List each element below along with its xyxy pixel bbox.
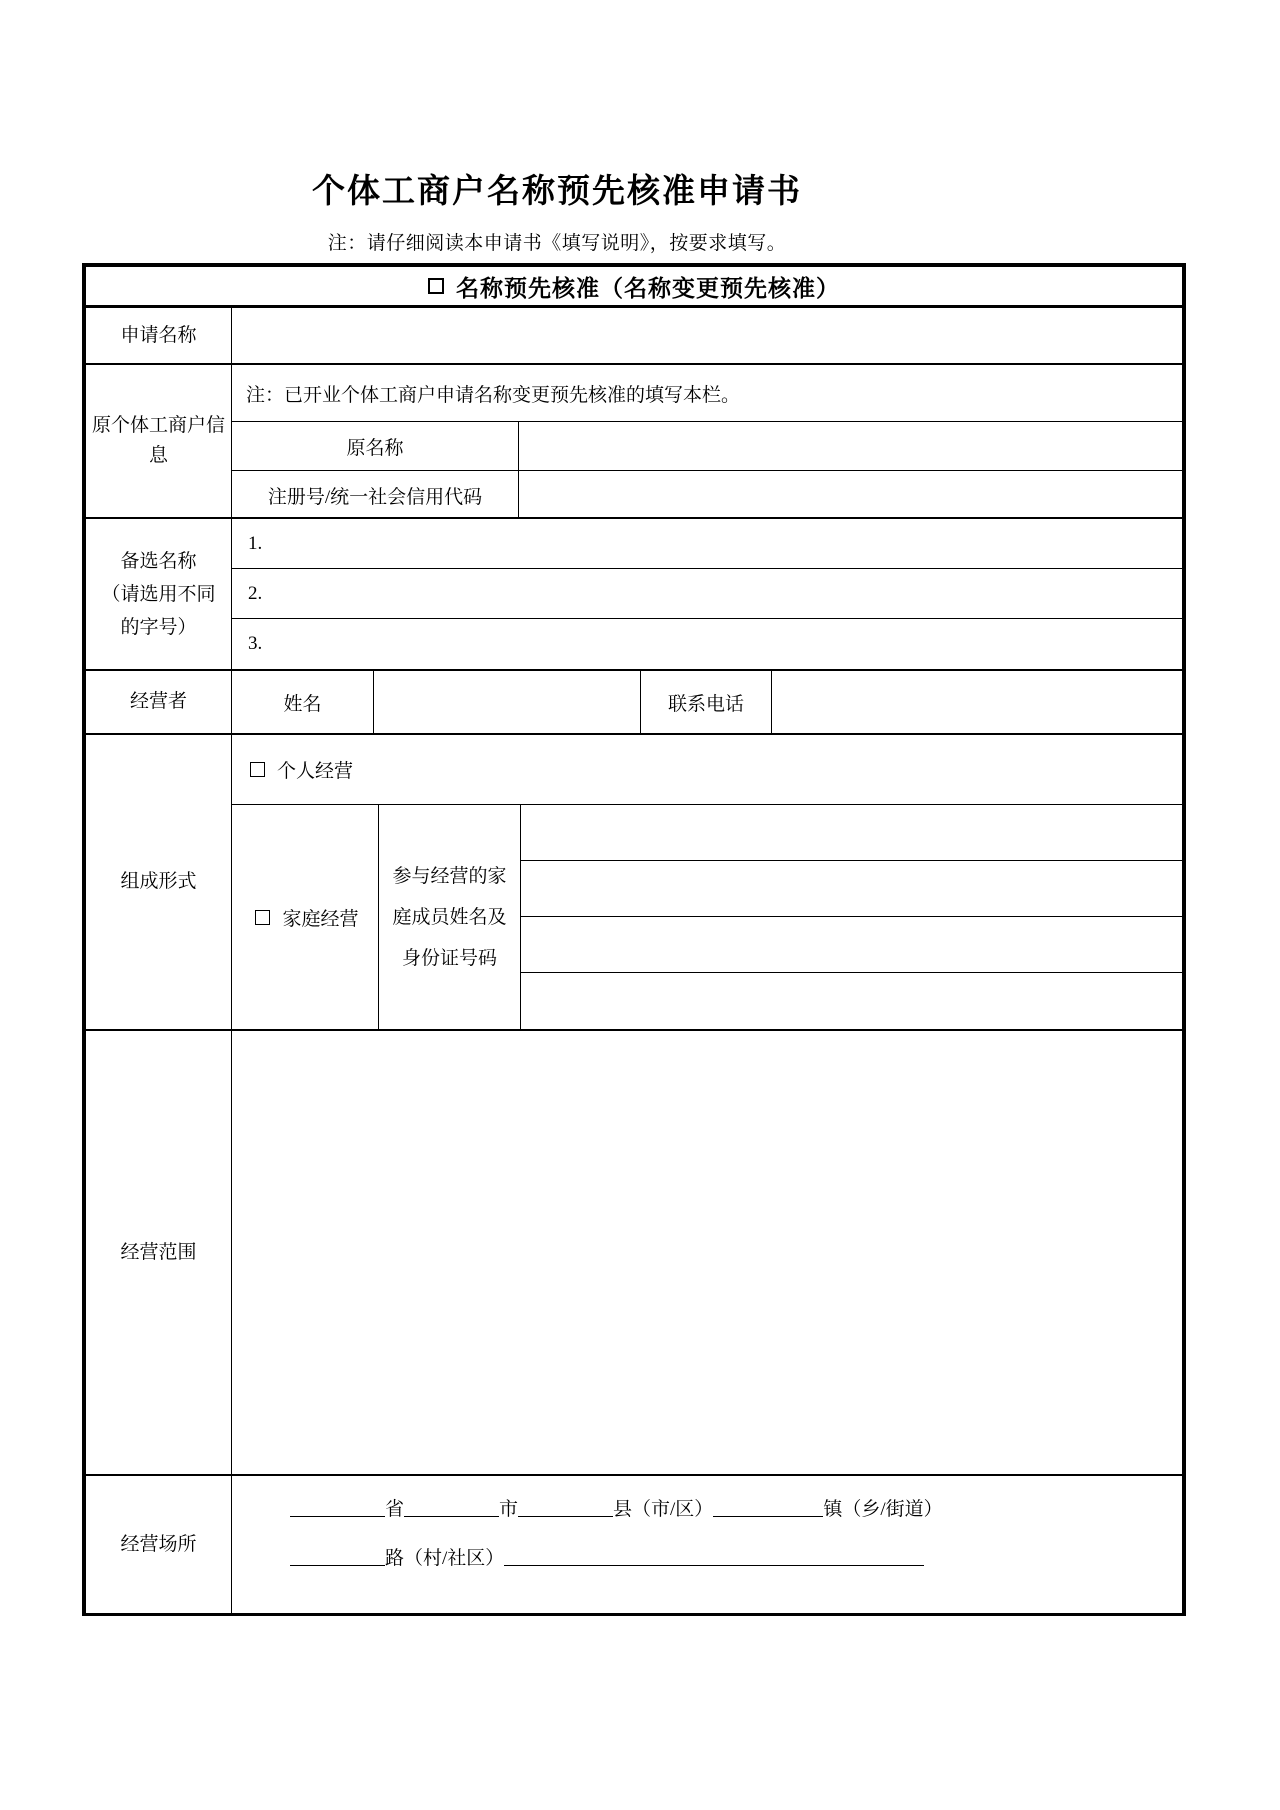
apply-name-label: 申请名称 [86, 308, 232, 363]
checkbox-icon[interactable] [428, 278, 444, 294]
page-note: 注：请仔细阅读本申请书《填写说明》，按要求填写。 [327, 233, 787, 254]
business-scope-row [86, 1031, 1182, 1476]
premises-field [232, 1476, 1182, 1613]
business-scope-field[interactable] [232, 1031, 1182, 1474]
individual-operation-label: 个人经营 [277, 761, 354, 782]
original-info-row [86, 365, 1182, 519]
composition-body [232, 735, 1182, 1029]
composition-row [86, 735, 1182, 1031]
family-members-fields [521, 805, 1182, 1029]
apply-name-row [86, 308, 1182, 365]
original-info-body [232, 365, 1182, 517]
premises-label: 经营场所 [86, 1476, 232, 1613]
candidate-name-3-number: 3. [248, 633, 263, 654]
family-member-field[interactable] [521, 917, 1182, 973]
fill-blank[interactable] [290, 1545, 385, 1566]
candidate-names-row [86, 519, 1182, 671]
operator-phone-label: 联系电话 [641, 671, 772, 733]
operator-name-field[interactable] [374, 671, 641, 733]
family-member-field[interactable] [521, 861, 1182, 917]
form-header-row [86, 267, 1182, 308]
family-member-field[interactable] [521, 973, 1182, 1029]
fill-blank[interactable] [504, 1545, 924, 1566]
original-info-note: 注：已开业个体工商户申请名称变更预先核准的填写本栏。 [232, 365, 1182, 422]
premises-address-line1 [290, 1494, 1172, 1521]
candidate-label-line3: 的字号） [120, 616, 197, 638]
candidate-names-body [232, 519, 1182, 669]
fill-blank[interactable] [404, 1496, 499, 1517]
candidate-name-1-field[interactable] [232, 519, 1182, 569]
candidate-name-3-field[interactable] [232, 619, 1182, 669]
family-operation-section [232, 805, 1182, 1029]
registration-number-field[interactable] [519, 471, 1182, 519]
page-title: 个体工商户名称预先核准申请书 [312, 174, 802, 210]
document-header [82, 165, 1032, 255]
candidate-label-line2: （请选用不同 [101, 583, 216, 605]
fill-blank[interactable] [290, 1496, 385, 1517]
operator-phone-field[interactable] [772, 671, 1182, 733]
family-operation-label: 家庭经营 [282, 908, 359, 930]
registration-number-subrow [232, 471, 1182, 519]
candidate-label-line1: 备选名称 [120, 550, 197, 572]
original-name-label: 原名称 [232, 422, 519, 470]
original-name-field[interactable] [519, 422, 1182, 470]
application-form-table [82, 263, 1186, 1616]
fill-blank[interactable] [518, 1496, 613, 1517]
composition-label: 组成形式 [86, 735, 232, 1029]
candidate-name-2-field[interactable] [232, 569, 1182, 619]
road-suffix: 路（村/社区） [385, 1548, 505, 1569]
form-header-label: 名称预先核准（名称变更预先核准） [456, 274, 840, 301]
town-suffix: 镇（乡/街道） [823, 1499, 943, 1520]
premises-row [86, 1476, 1182, 1613]
registration-number-label: 注册号/统一社会信用代码 [232, 471, 519, 519]
apply-name-field[interactable] [232, 308, 1182, 363]
fill-blank[interactable] [713, 1496, 823, 1517]
checkbox-icon[interactable] [250, 762, 265, 777]
candidate-name-2-number: 2. [248, 582, 263, 604]
county-suffix: 县（市/区） [613, 1499, 714, 1520]
family-operation-option[interactable] [232, 805, 379, 1029]
operator-label: 经营者 [86, 671, 232, 733]
candidate-name-1-number: 1. [248, 532, 263, 554]
family-member-field[interactable] [521, 805, 1182, 861]
operator-name-label: 姓名 [232, 671, 374, 733]
operator-row [86, 671, 1182, 735]
family-members-label: 参与经营的家庭成员姓名及身份证号码 [379, 805, 521, 1029]
original-info-label: 原个体工商户信息 [86, 365, 232, 517]
business-scope-label: 经营范围 [86, 1031, 232, 1474]
city-suffix: 市 [499, 1499, 519, 1520]
premises-address-line2 [290, 1543, 1172, 1570]
original-name-subrow [232, 422, 1182, 471]
individual-operation-option[interactable] [232, 735, 1182, 805]
province-suffix: 省 [385, 1499, 405, 1520]
candidate-names-label [86, 519, 232, 669]
checkbox-icon[interactable] [255, 910, 270, 925]
